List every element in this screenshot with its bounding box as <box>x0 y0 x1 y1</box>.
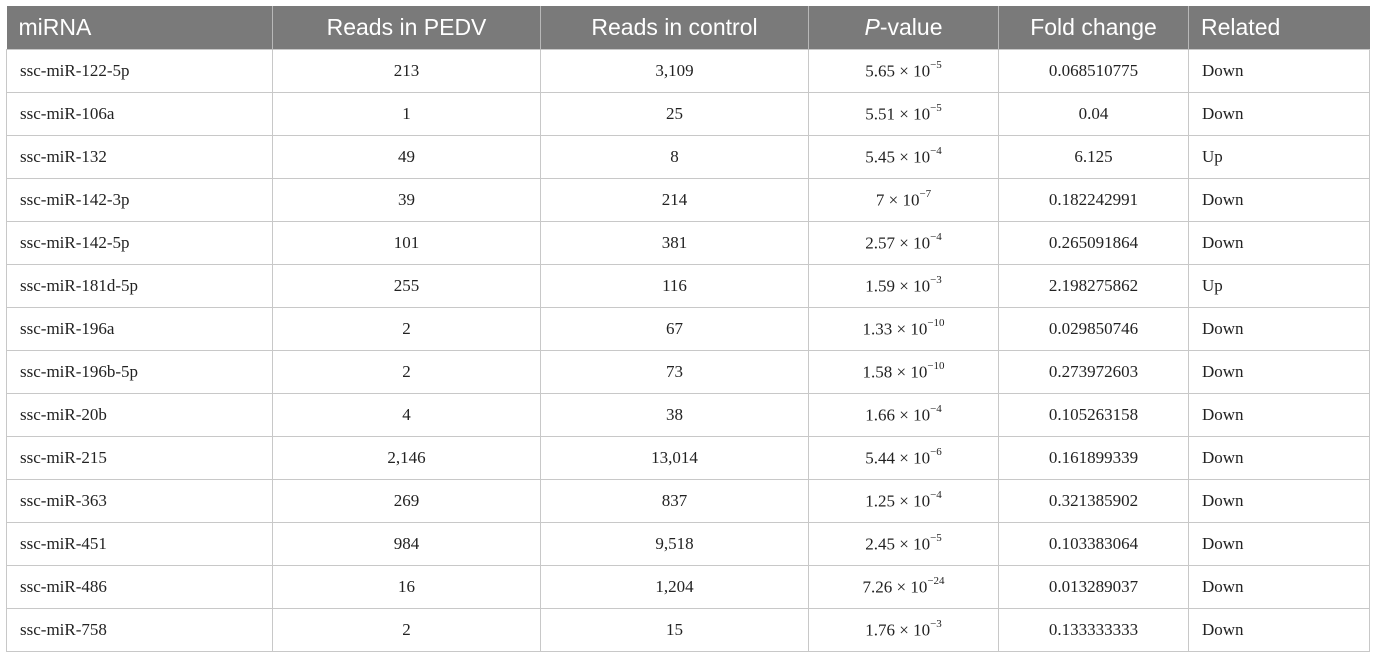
cell-related: Up <box>1189 136 1370 179</box>
cell-reads-control: 837 <box>541 480 809 523</box>
cell-p-value <box>809 265 999 308</box>
cell-p-value <box>809 93 999 136</box>
cell-fold-change: 0.265091864 <box>999 222 1189 265</box>
table-row <box>7 222 1370 265</box>
cell-fold-change: 0.133333333 <box>999 609 1189 652</box>
p-exponent: −4 <box>930 230 942 243</box>
p-times: × <box>888 190 899 210</box>
p-times: × <box>899 233 909 253</box>
p-base: 10 <box>913 534 931 554</box>
p-exponent: −6 <box>930 445 942 458</box>
cell-mirna: ssc-miR-196b-5p <box>7 351 273 394</box>
header-row <box>7 6 1370 50</box>
p-base: 10 <box>913 620 931 640</box>
p-mantissa: 5.51 <box>865 104 895 124</box>
table-row <box>7 179 1370 222</box>
cell-reads-control: 8 <box>541 136 809 179</box>
cell-mirna: ssc-miR-106a <box>7 93 273 136</box>
p-mantissa: 2.57 <box>865 233 895 253</box>
cell-reads-control: 38 <box>541 394 809 437</box>
header-reads-control: Reads in control <box>541 6 809 50</box>
cell-related: Down <box>1189 179 1370 222</box>
cell-fold-change: 2.198275862 <box>999 265 1189 308</box>
p-exponent: −10 <box>927 359 945 372</box>
cell-mirna: ssc-miR-122-5p <box>7 50 273 93</box>
p-mantissa: 7.26 <box>862 577 893 597</box>
table-row <box>7 437 1370 480</box>
cell-fold-change: 0.029850746 <box>999 308 1189 351</box>
cell-reads-control: 25 <box>541 93 809 136</box>
p-mantissa: 5.65 <box>865 61 895 81</box>
cell-fold-change: 0.103383064 <box>999 523 1189 566</box>
cell-fold-change: 0.068510775 <box>999 50 1189 93</box>
cell-related: Down <box>1189 480 1370 523</box>
cell-related: Down <box>1189 394 1370 437</box>
cell-fold-change: 0.105263158 <box>999 394 1189 437</box>
p-times: × <box>899 276 909 296</box>
table-row <box>7 523 1370 566</box>
p-mantissa: 2.45 <box>865 534 895 554</box>
cell-p-value <box>809 394 999 437</box>
cell-mirna: ssc-miR-451 <box>7 523 273 566</box>
p-exponent: −5 <box>930 58 942 71</box>
table-container <box>6 6 1369 652</box>
cell-related: Down <box>1189 308 1370 351</box>
p-exponent: −24 <box>927 574 945 587</box>
p-exponent: −4 <box>930 144 942 157</box>
cell-p-value <box>809 480 999 523</box>
header-p-prefix: P <box>864 14 880 40</box>
p-times: × <box>899 104 909 124</box>
cell-fold-change: 0.013289037 <box>999 566 1189 609</box>
p-mantissa: 1.76 <box>865 620 895 640</box>
header-p-suffix: -value <box>879 14 943 40</box>
cell-p-value <box>809 566 999 609</box>
p-base: 10 <box>913 61 931 81</box>
table-body <box>7 50 1370 652</box>
table-row <box>7 136 1370 179</box>
cell-reads-pedv: 1 <box>273 93 541 136</box>
cell-reads-control: 13,014 <box>541 437 809 480</box>
p-mantissa: 1.25 <box>865 491 895 511</box>
mirna-table <box>6 6 1370 652</box>
p-exponent: −4 <box>930 488 942 501</box>
p-times: × <box>896 577 907 597</box>
cell-related: Down <box>1189 437 1370 480</box>
p-times: × <box>896 362 907 382</box>
cell-reads-control: 67 <box>541 308 809 351</box>
p-mantissa: 5.44 <box>865 448 895 468</box>
cell-related: Down <box>1189 523 1370 566</box>
table-row <box>7 480 1370 523</box>
cell-reads-pedv: 4 <box>273 394 541 437</box>
cell-related: Down <box>1189 351 1370 394</box>
p-exponent: −3 <box>930 617 942 630</box>
cell-mirna: ssc-miR-215 <box>7 437 273 480</box>
p-base: 10 <box>913 276 931 296</box>
p-exponent: −3 <box>930 273 942 286</box>
cell-fold-change: 6.125 <box>999 136 1189 179</box>
cell-related: Down <box>1189 93 1370 136</box>
table-row <box>7 351 1370 394</box>
cell-reads-pedv: 2 <box>273 609 541 652</box>
cell-mirna: ssc-miR-142-5p <box>7 222 273 265</box>
cell-mirna: ssc-miR-196a <box>7 308 273 351</box>
cell-p-value <box>809 351 999 394</box>
cell-fold-change: 0.04 <box>999 93 1189 136</box>
cell-p-value <box>809 50 999 93</box>
header-mirna: miRNA <box>7 6 273 50</box>
p-base: 10 <box>910 362 928 382</box>
p-exponent: −7 <box>919 187 932 200</box>
cell-reads-pedv: 2 <box>273 351 541 394</box>
cell-reads-pedv: 101 <box>273 222 541 265</box>
p-exponent: −10 <box>927 316 945 329</box>
cell-mirna: ssc-miR-142-3p <box>7 179 273 222</box>
header-reads-pedv: Reads in PEDV <box>273 6 541 50</box>
p-base: 10 <box>902 190 920 210</box>
table-row <box>7 93 1370 136</box>
cell-p-value <box>809 437 999 480</box>
cell-p-value <box>809 136 999 179</box>
cell-reads-pedv: 2,146 <box>273 437 541 480</box>
cell-mirna: ssc-miR-363 <box>7 480 273 523</box>
header-p-value <box>809 6 999 50</box>
cell-fold-change: 0.273972603 <box>999 351 1189 394</box>
cell-reads-control: 1,204 <box>541 566 809 609</box>
cell-related: Down <box>1189 50 1370 93</box>
header-related: Related <box>1189 6 1370 50</box>
cell-reads-pedv: 49 <box>273 136 541 179</box>
cell-reads-control: 3,109 <box>541 50 809 93</box>
cell-reads-control: 116 <box>541 265 809 308</box>
cell-p-value <box>809 523 999 566</box>
cell-p-value <box>809 308 999 351</box>
table-row <box>7 609 1370 652</box>
p-mantissa: 1.59 <box>865 276 895 296</box>
p-exponent: −5 <box>930 531 942 544</box>
p-exponent: −5 <box>930 101 942 114</box>
cell-reads-pedv: 255 <box>273 265 541 308</box>
cell-mirna: ssc-miR-132 <box>7 136 273 179</box>
cell-reads-pedv: 16 <box>273 566 541 609</box>
cell-reads-control: 15 <box>541 609 809 652</box>
cell-mirna: ssc-miR-758 <box>7 609 273 652</box>
cell-reads-pedv: 269 <box>273 480 541 523</box>
cell-mirna: ssc-miR-20b <box>7 394 273 437</box>
p-mantissa: 1.66 <box>865 405 895 425</box>
p-mantissa: 1.58 <box>862 362 893 382</box>
p-times: × <box>899 448 909 468</box>
cell-p-value <box>809 179 999 222</box>
p-times: × <box>899 620 909 640</box>
p-times: × <box>899 147 909 167</box>
cell-reads-pedv: 2 <box>273 308 541 351</box>
cell-reads-control: 9,518 <box>541 523 809 566</box>
table-row <box>7 394 1370 437</box>
p-times: × <box>896 319 907 339</box>
cell-reads-pedv: 213 <box>273 50 541 93</box>
p-base: 10 <box>913 104 931 124</box>
p-exponent: −4 <box>930 402 942 415</box>
cell-mirna: ssc-miR-181d-5p <box>7 265 273 308</box>
p-mantissa: 7 <box>875 190 885 210</box>
cell-mirna: ssc-miR-486 <box>7 566 273 609</box>
cell-related: Down <box>1189 566 1370 609</box>
table-row <box>7 566 1370 609</box>
cell-p-value <box>809 609 999 652</box>
cell-related: Down <box>1189 609 1370 652</box>
p-base: 10 <box>913 491 931 511</box>
p-times: × <box>899 405 909 425</box>
cell-related: Up <box>1189 265 1370 308</box>
p-base: 10 <box>910 577 928 597</box>
cell-reads-pedv: 39 <box>273 179 541 222</box>
p-base: 10 <box>913 233 931 253</box>
cell-reads-control: 73 <box>541 351 809 394</box>
cell-fold-change: 0.161899339 <box>999 437 1189 480</box>
cell-reads-pedv: 984 <box>273 523 541 566</box>
p-mantissa: 1.33 <box>862 319 893 339</box>
cell-reads-control: 214 <box>541 179 809 222</box>
p-base: 10 <box>913 405 931 425</box>
table-row <box>7 50 1370 93</box>
cell-fold-change: 0.182242991 <box>999 179 1189 222</box>
p-times: × <box>899 534 909 554</box>
table-row <box>7 308 1370 351</box>
cell-p-value <box>809 222 999 265</box>
cell-related: Down <box>1189 222 1370 265</box>
p-times: × <box>899 61 909 81</box>
p-mantissa: 5.45 <box>865 147 895 167</box>
table-row <box>7 265 1370 308</box>
cell-reads-control: 381 <box>541 222 809 265</box>
p-times: × <box>899 491 909 511</box>
p-base: 10 <box>913 147 931 167</box>
header-fold-change: Fold change <box>999 6 1189 50</box>
p-base: 10 <box>913 448 931 468</box>
p-base: 10 <box>910 319 928 339</box>
cell-fold-change: 0.321385902 <box>999 480 1189 523</box>
